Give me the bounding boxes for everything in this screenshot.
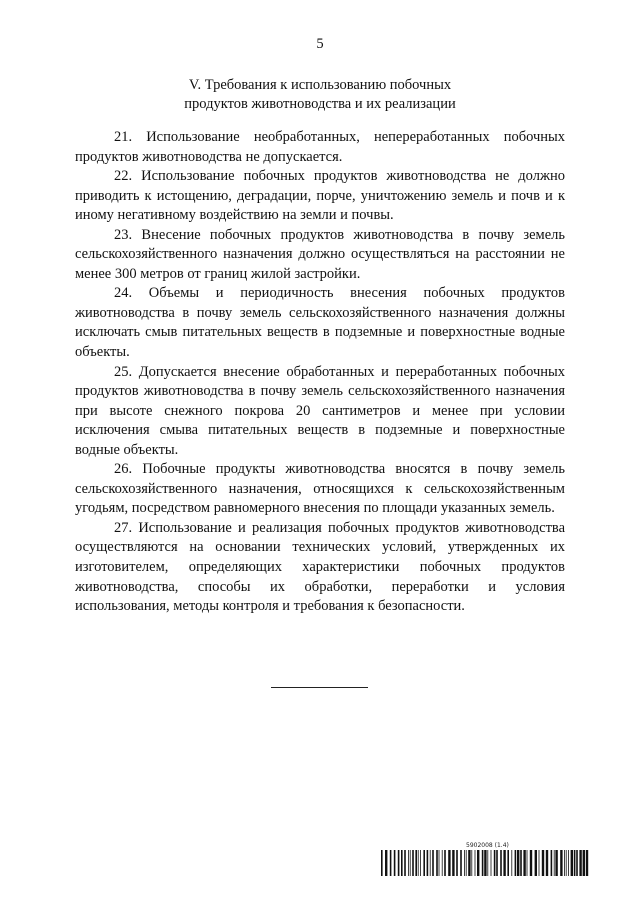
section-heading — [75, 76, 565, 114]
paragraph-22: 22. Использование побочных продуктов животноводства не должно приводить к истощению, деградации, порче, уничтожению земель и почв и к иному негативному воздействию на земли и почвы. — [75, 168, 565, 224]
paragraph-25: 25. Допускается внесение обработанных и переработанных побочных продуктов животноводства в почву земель сельскохозяйственного назначения при высоте снежного покрова 20 сантиметров и менее при условии исключения смыва питательных веществ в подземные и поверхностные водные объекты. — [75, 363, 565, 458]
section-heading-line-2: продуктов животноводства и их реализации — [184, 96, 456, 112]
page-number: 5 — [316, 36, 324, 52]
paragraph-23: 23. Внесение побочных продуктов животноводства в почву земель сельскохозяйственного назначения должно осуществляться на расстоянии не менее 300 метров от границ жилой застройки. — [75, 226, 565, 282]
paragraph-24: 24. Объемы и периодичность внесения побочных продуктов животноводства в почву земель сельскохозяйственного назначения должны исключать смыв питательных веществ в подземные и поверхностные водные объекты. — [75, 285, 565, 361]
barcode-label: 5902008 (1.4) — [466, 842, 509, 849]
section-body — [75, 128, 565, 617]
end-separator-line — [271, 687, 368, 688]
section-heading-line-1: V. Требования к использованию побочных — [188, 77, 452, 93]
paragraph-21: 21. Использование необработанных, непереработанных побочных продуктов животноводства не допускается. — [75, 129, 565, 165]
paragraph-27: 27. Использование и реализация побочных продуктов животноводства осуществляются на основании технических условий, утвержденных их изготовителем, определяющих характеристики побочных продуктов животноводства, способы их обработки, переработки и условия использования, методы контроля и требования к безопасности. — [75, 519, 565, 615]
paragraph-26: 26. Побочные продукты животноводства вносятся в почву земель сельскохозяйственного назначения, относящихся к сельскохозяйственным угодьям, посредством равномерного внесения по площади указанных земель. — [75, 461, 565, 517]
barcode-icon — [381, 850, 589, 876]
